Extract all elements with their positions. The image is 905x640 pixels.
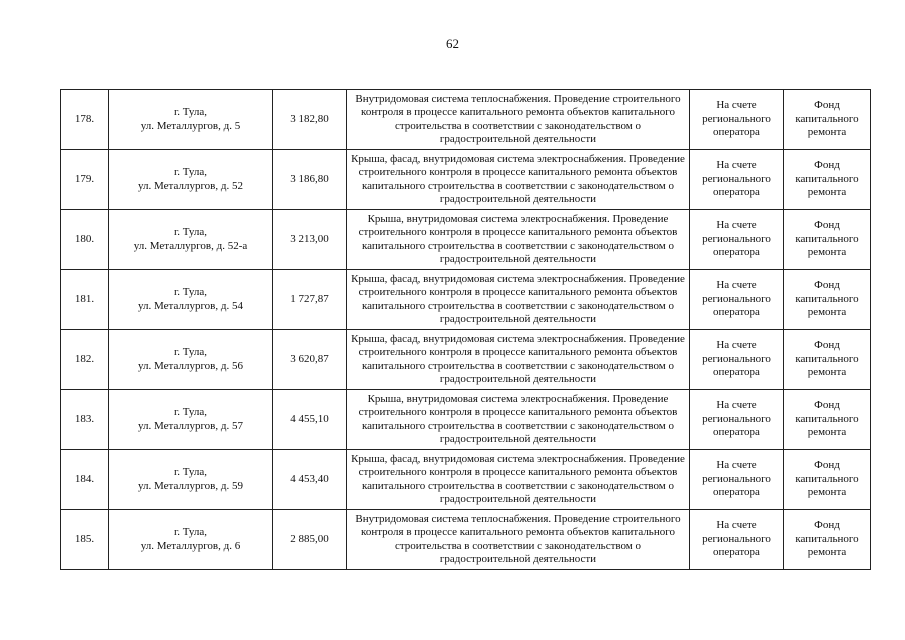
address-city: г. Тула, xyxy=(173,166,208,178)
account-cell xyxy=(690,150,784,210)
address-street: ул. Металлургов, д. 5 xyxy=(140,119,241,132)
address-street: ул. Металлургов, д. 52 xyxy=(138,179,243,192)
address-city: г. Тула, xyxy=(173,346,208,358)
account-line: оператора xyxy=(713,126,760,139)
fund-line: ремонта xyxy=(807,126,847,139)
fund-line: Фонд xyxy=(814,279,840,292)
cost-cell: 4 453,40 xyxy=(273,450,347,510)
fund-line: ремонта xyxy=(807,366,847,379)
row-number: 181. xyxy=(61,270,109,330)
works-description: Крыша, внутридомовая система электроснабжения. Проведение строительного контроля в процессе капитального ремонта объектов капитального строительства в соответствии с законодательством о градостроительной деятельности xyxy=(358,392,678,445)
row-number: 179. xyxy=(61,150,109,210)
account-line: регионального xyxy=(702,352,771,365)
account-line: оператора xyxy=(713,186,760,199)
address-cell xyxy=(109,90,273,150)
table-row xyxy=(61,510,871,570)
table-row xyxy=(61,450,871,510)
table-body xyxy=(61,90,871,570)
row-number: 180. xyxy=(61,210,109,270)
address-street: ул. Металлургов, д. 59 xyxy=(138,479,243,492)
address-street: ул. Металлургов, д. 54 xyxy=(138,299,243,312)
fund-line: капитального xyxy=(795,532,859,545)
works-description: Внутридомовая система теплоснабжения. Проведение строительного контроля в процессе капитального ремонта объектов капитального строительства в соответствии с законодательством о градостроительной деятельности xyxy=(355,92,681,145)
row-number: 178. xyxy=(61,90,109,150)
account-line: регионального xyxy=(702,232,771,245)
fund-line: Фонд xyxy=(814,459,840,472)
fund-line: ремонта xyxy=(807,486,847,499)
account-line: оператора xyxy=(713,306,760,319)
address-street: ул. Металлургов, д. 56 xyxy=(138,359,243,372)
fund-line: Фонд xyxy=(814,339,840,352)
row-number: 183. xyxy=(61,390,109,450)
page-number: 62 xyxy=(446,36,459,51)
account-cell xyxy=(690,450,784,510)
account-cell xyxy=(690,90,784,150)
fund-line: ремонта xyxy=(807,246,847,259)
account-cell xyxy=(690,330,784,390)
fund-cell xyxy=(784,150,871,210)
account-line: На счете xyxy=(716,339,757,352)
works-cell xyxy=(347,510,690,570)
account-line: регионального xyxy=(702,472,771,485)
cost-cell: 3 620,87 xyxy=(273,330,347,390)
address-city: г. Тула, xyxy=(173,106,208,118)
works-description: Крыша, внутридомовая система электроснабжения. Проведение строительного контроля в процессе капитального ремонта объектов капитального строительства в соответствии с законодательством о градостроительной деятельности xyxy=(358,212,678,265)
account-line: На счете xyxy=(716,99,757,112)
fund-cell xyxy=(784,330,871,390)
works-description: Крыша, фасад, внутридомовая система электроснабжения. Проведение строительного контроля в процессе капитального ремонта объектов капитального строительства в соответствии с законодательством о градостроительной деятельности xyxy=(351,152,685,205)
works-cell xyxy=(347,270,690,330)
fund-cell xyxy=(784,270,871,330)
fund-cell xyxy=(784,390,871,450)
fund-line: ремонта xyxy=(807,306,847,319)
account-line: регионального xyxy=(702,112,771,125)
cost-cell: 4 455,10 xyxy=(273,390,347,450)
account-line: регионального xyxy=(702,532,771,545)
cost-cell: 3 182,80 xyxy=(273,90,347,150)
fund-line: капитального xyxy=(795,172,859,185)
address-city: г. Тула, xyxy=(173,466,208,478)
fund-cell xyxy=(784,510,871,570)
cost-cell: 2 885,00 xyxy=(273,510,347,570)
account-cell xyxy=(690,390,784,450)
table-row xyxy=(61,150,871,210)
account-cell xyxy=(690,510,784,570)
row-number: 185. xyxy=(61,510,109,570)
fund-line: капитального xyxy=(795,232,859,245)
address-cell xyxy=(109,270,273,330)
table-row xyxy=(61,210,871,270)
account-line: оператора xyxy=(713,486,760,499)
works-description: Крыша, фасад, внутридомовая система электроснабжения. Проведение строительного контроля в процессе капитального ремонта объектов капитального строительства в соответствии с законодательством о градостроительной деятельности xyxy=(351,452,685,505)
fund-line: ремонта xyxy=(807,186,847,199)
address-cell xyxy=(109,330,273,390)
address-cell xyxy=(109,510,273,570)
fund-line: капитального xyxy=(795,472,859,485)
account-line: оператора xyxy=(713,366,760,379)
works-cell xyxy=(347,330,690,390)
account-cell xyxy=(690,210,784,270)
fund-cell xyxy=(784,90,871,150)
cost-cell: 3 186,80 xyxy=(273,150,347,210)
account-line: На счете xyxy=(716,459,757,472)
address-street: ул. Металлургов, д. 52-а xyxy=(133,239,248,252)
fund-line: капитального xyxy=(795,352,859,365)
works-description: Крыша, фасад, внутридомовая система электроснабжения. Проведение строительного контроля в процессе капитального ремонта объектов капитального строительства в соответствии с законодательством о градостроительной деятельности xyxy=(351,272,685,325)
address-street: ул. Металлургов, д. 57 xyxy=(138,419,243,432)
fund-line: Фонд xyxy=(814,399,840,412)
cost-cell: 3 213,00 xyxy=(273,210,347,270)
address-cell xyxy=(109,450,273,510)
table-row xyxy=(61,90,871,150)
address-street: ул. Металлургов, д. 6 xyxy=(140,539,241,552)
account-line: оператора xyxy=(713,426,760,439)
works-cell xyxy=(347,150,690,210)
table-row xyxy=(61,270,871,330)
fund-line: капитального xyxy=(795,292,859,305)
account-line: регионального xyxy=(702,412,771,425)
fund-line: Фонд xyxy=(814,159,840,172)
works-description: Крыша, фасад, внутридомовая система электроснабжения. Проведение строительного контроля в процессе капитального ремонта объектов капитального строительства в соответствии с законодательством о градостроительной деятельности xyxy=(351,332,685,385)
cost-cell: 1 727,87 xyxy=(273,270,347,330)
repair-register-table xyxy=(60,89,871,570)
works-cell xyxy=(347,390,690,450)
account-line: На счете xyxy=(716,399,757,412)
address-city: г. Тула, xyxy=(173,286,208,298)
account-line: На счете xyxy=(716,519,757,532)
account-line: На счете xyxy=(716,279,757,292)
account-line: регионального xyxy=(702,172,771,185)
account-cell xyxy=(690,270,784,330)
fund-line: Фонд xyxy=(814,219,840,232)
fund-line: ремонта xyxy=(807,546,847,559)
works-cell xyxy=(347,210,690,270)
works-cell xyxy=(347,90,690,150)
works-cell xyxy=(347,450,690,510)
row-number: 184. xyxy=(61,450,109,510)
account-line: оператора xyxy=(713,546,760,559)
address-cell xyxy=(109,390,273,450)
table-row xyxy=(61,330,871,390)
fund-cell xyxy=(784,450,871,510)
account-line: На счете xyxy=(716,159,757,172)
fund-line: Фонд xyxy=(814,99,840,112)
address-city: г. Тула, xyxy=(173,406,208,418)
fund-cell xyxy=(784,210,871,270)
table-row xyxy=(61,390,871,450)
fund-line: ремонта xyxy=(807,426,847,439)
fund-line: капитального xyxy=(795,112,859,125)
account-line: оператора xyxy=(713,246,760,259)
address-city: г. Тула, xyxy=(173,526,208,538)
fund-line: Фонд xyxy=(814,519,840,532)
address-cell xyxy=(109,210,273,270)
address-city: г. Тула, xyxy=(173,226,208,238)
account-line: регионального xyxy=(702,292,771,305)
address-cell xyxy=(109,150,273,210)
account-line: На счете xyxy=(716,219,757,232)
fund-line: капитального xyxy=(795,412,859,425)
works-description: Внутридомовая система теплоснабжения. Проведение строительного контроля в процессе капитального ремонта объектов капитального строительства в соответствии с законодательством о градостроительной деятельности xyxy=(355,512,681,565)
row-number: 182. xyxy=(61,330,109,390)
